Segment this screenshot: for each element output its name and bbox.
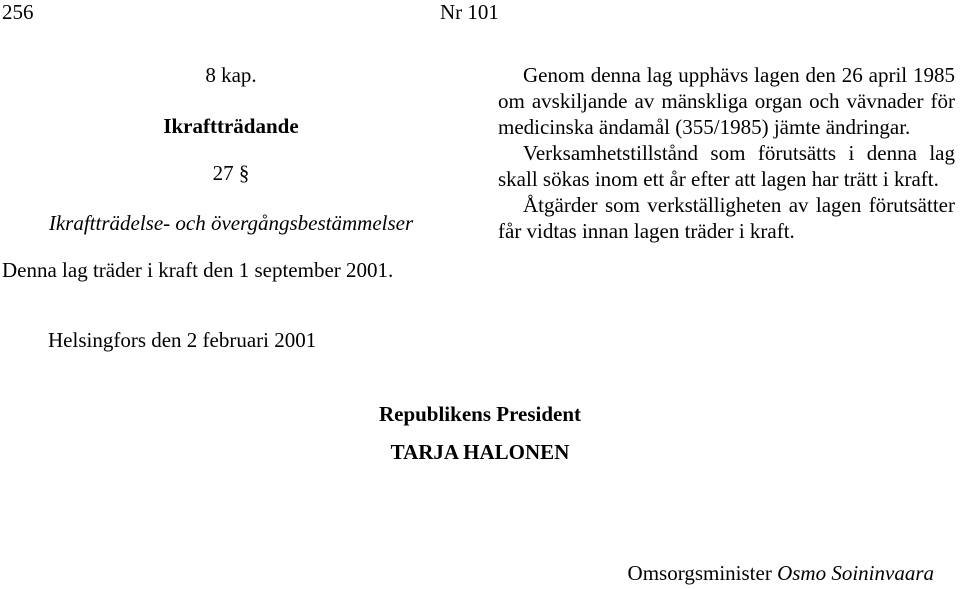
page-number: 256 bbox=[2, 0, 34, 24]
paragraph-title: Ikraftträdelse- och övergångsbestämmelser bbox=[48, 211, 414, 235]
paragraph-repeal: Genom denna lag upphävs lagen den 26 april 1985 om avskiljande av mänskliga organ och vävnader för medicinska ändamål (355/1985) jämte ändringar. bbox=[498, 63, 955, 139]
paragraph-measures: Åtgärder som verkställigheten av lagen förutsätter får vidtas innan lagen träder i kraft. bbox=[498, 193, 955, 243]
section-title: Ikraftträdande bbox=[163, 114, 299, 138]
place-date: Helsingfors den 2 februari 2001 bbox=[48, 328, 317, 352]
right-column bbox=[498, 62, 955, 244]
paragraph-body: Denna lag träder i kraft den 1 september 2001. bbox=[2, 258, 394, 282]
signature-name: TARJA HALONEN bbox=[390, 440, 570, 464]
minister-title: Omsorgsminister bbox=[627, 561, 772, 585]
chapter-heading: 8 kap. bbox=[205, 63, 257, 87]
issue-number: Nr 101 bbox=[440, 0, 499, 24]
paragraph-permit: Verksamhetstillstånd som förutsätts i denna lag skall sökas inom ett år efter att lagen har trätt i kraft. bbox=[498, 141, 955, 191]
signature-title: Republikens President bbox=[378, 402, 582, 426]
minister-signature bbox=[628, 560, 934, 586]
minister-name: Osmo Soininvaara bbox=[777, 561, 934, 585]
paragraph-number: 27 § bbox=[212, 161, 250, 185]
